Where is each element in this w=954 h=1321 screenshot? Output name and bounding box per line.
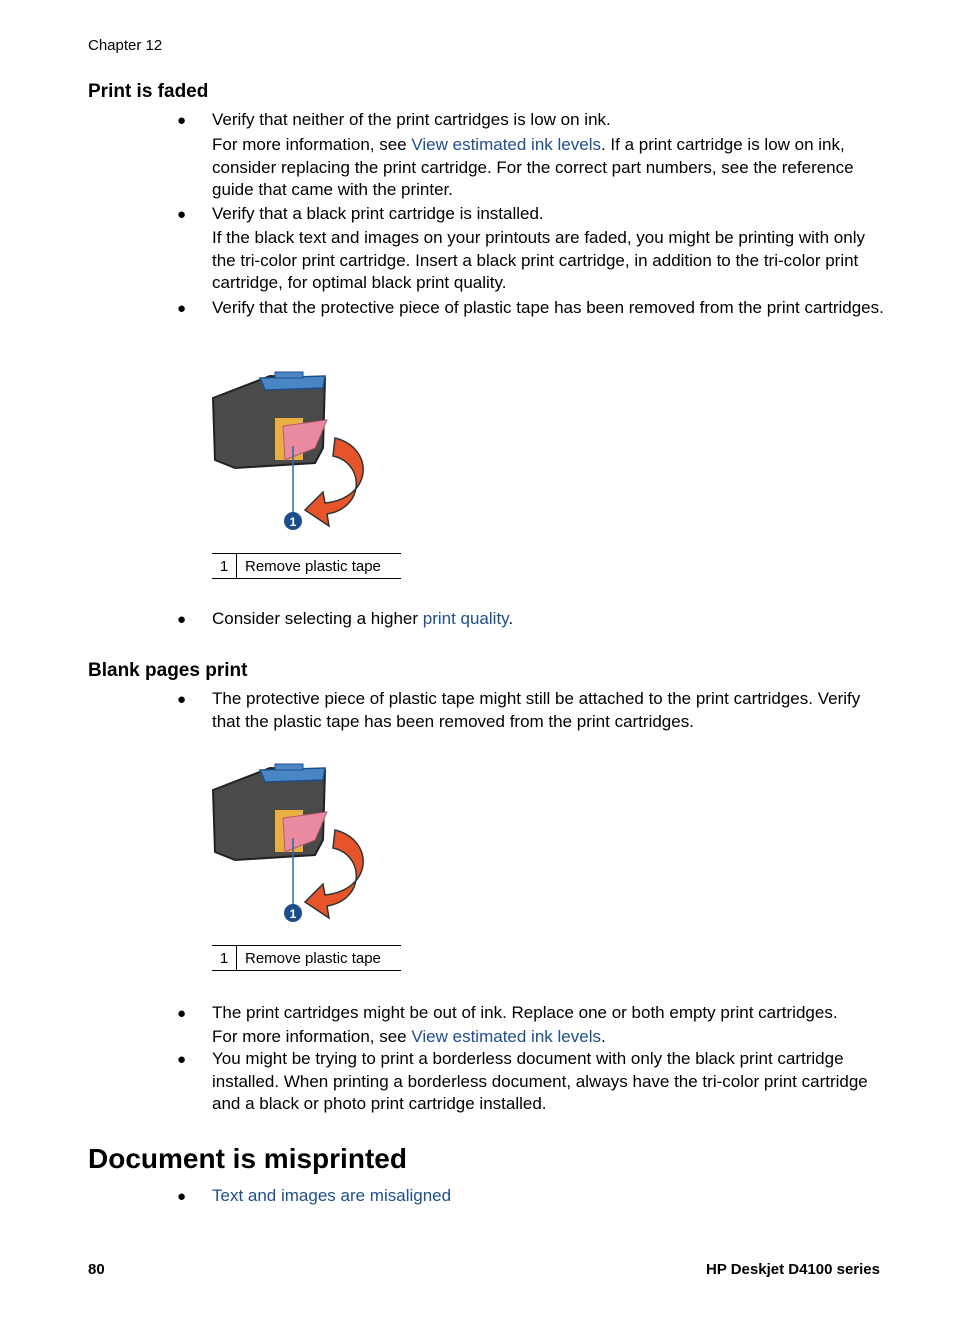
bullet-dot: ● — [177, 1005, 187, 1022]
blank-bullet-2: The print cartridges might be out of ink. Replace one or both empty print cartridges. — [212, 1003, 838, 1022]
cartridge-tape-illustration — [205, 368, 375, 538]
link-view-ink-levels[interactable]: View estimated ink levels — [411, 1027, 601, 1046]
chapter-label: Chapter 12 — [88, 37, 163, 54]
blank-bullet-2-detail: For more information, see View estimated ink levels. — [212, 1027, 606, 1046]
bullet-dot: ● — [177, 611, 187, 628]
section-title-misprinted: Document is misprinted — [88, 1143, 407, 1174]
bullet-dot: ● — [177, 300, 187, 317]
section-title-print-faded: Print is faded — [88, 81, 209, 102]
faded-bullet-1-detail: For more information, see View estimated ink levels. If a print cartridge is low on ink, consider replacing the print cartridge. For the correct part numbers, see the reference guide that came with the printer. — [212, 135, 854, 199]
bullet-dot: ● — [177, 206, 187, 223]
link-print-quality[interactable]: print quality — [422, 609, 509, 628]
faded-bullet-4: Consider selecting a higher print quality. — [212, 609, 514, 628]
faded-bullet-3: Verify that the protective piece of plastic tape has been removed from the print cartridges. — [212, 298, 884, 317]
bullet-dot: ● — [177, 1188, 187, 1205]
page-number: 80 — [88, 1261, 105, 1278]
blank-bullet-3: You might be trying to print a borderless document with only the black print cartridge installed. When printing a borderless document, always have the tri-color print cartridge and a black or photo print cartridge installed. — [212, 1049, 868, 1113]
section-title-blank-pages: Blank pages print — [88, 660, 248, 681]
product-name: HP Deskjet D4100 series — [705, 1261, 880, 1278]
faded-bullet-2: Verify that a black print cartridge is installed. — [212, 204, 544, 223]
callout-number: 1 — [289, 907, 297, 921]
link-text-images-misaligned[interactable]: Text and images are misaligned — [212, 1186, 452, 1205]
caption-text: Remove plastic tape — [245, 557, 381, 575]
blank-bullet-1: The protective piece of plastic tape might still be attached to the print cartridges. Verify that the plastic tape has been removed from the print cartridges. — [212, 689, 861, 731]
figure-caption — [212, 553, 401, 579]
caption-number: 1 — [212, 946, 237, 970]
bullet-dot: ● — [177, 691, 187, 708]
cartridge-tape-illustration — [205, 760, 375, 930]
caption-number: 1 — [212, 554, 237, 578]
faded-bullet-1: Verify that neither of the print cartridges is low on ink. — [212, 110, 611, 129]
caption-text: Remove plastic tape — [245, 949, 381, 967]
misprinted-bullet-1 — [212, 1185, 892, 1208]
callout-number: 1 — [289, 515, 297, 529]
bullet-dot: ● — [177, 1051, 187, 1068]
link-view-ink-levels[interactable]: View estimated ink levels — [411, 135, 601, 154]
bullet-dot: ● — [177, 112, 187, 129]
figure-caption — [212, 945, 401, 971]
faded-bullet-2-detail: If the black text and images on your printouts are faded, you might be printing with only the tri-color print cartridge. Insert a black print cartridge, in addition to the tri-color print cartridge, for optimal black print quality. — [212, 228, 865, 292]
